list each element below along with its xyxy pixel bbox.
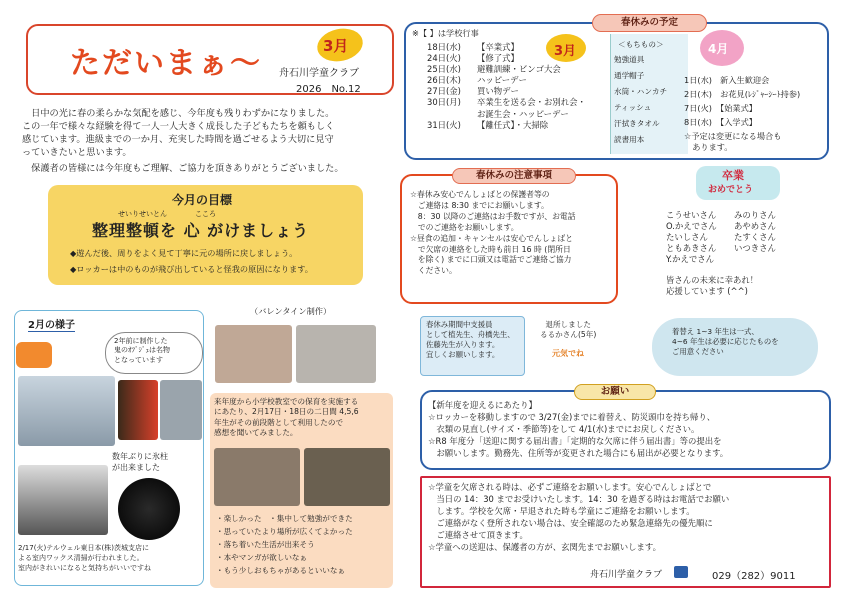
event-row: 31日(火) 【離任式】・大掃除 xyxy=(427,119,549,130)
item: 勉強道具 xyxy=(614,55,645,64)
goal-ruby: せいりせいとん こころ xyxy=(118,210,216,218)
comment-item: ・もう少しおもちゃがあるといいなぁ xyxy=(216,566,346,575)
icicle-caption: 数年ぶりに氷柱 が出来ました xyxy=(112,452,168,472)
icicle-photo xyxy=(118,478,180,540)
comment-item: ・楽しかった ・集中して勉強ができた xyxy=(216,514,353,523)
event-row: 27日(金) 買い物デー xyxy=(427,86,519,97)
april-row: 1日(水) 新入生歓迎会 xyxy=(684,75,770,85)
club-name: 舟石川学童クラブ xyxy=(279,68,359,79)
name-row: こうせいさん みのりさん xyxy=(666,210,776,220)
retire-tag: 元気でね xyxy=(552,349,584,358)
name-row: ともあきさん いつきさん xyxy=(666,242,776,253)
notice-text: ☆春休み安心でんしょばとの保護者等の ご連絡は 8:30 までにお願いします。 8：30 以降のご連絡はお手数ですが、お電話 でのご連絡をお願いします。 ☆昼食の追加・キャンセルは安心でんしょばと で欠席の連絡をした時も前日 16 時 (閉所日 を除く) までに口頭又は電話でご連絡ご協力 ください。 xyxy=(410,190,576,276)
april-badge: 4月 xyxy=(708,42,729,56)
name-row: Y.かえでさん xyxy=(666,253,714,264)
goal-heading: 今月の目標 xyxy=(172,193,233,207)
intro-paragraph: 日中の光に春の柔らかな気配を感じ、今年度も残りわずかになりました。 この一年で様々な経験を得て一人一人大きく成長した子どもたちを頼もしく 感じています。進級までの一か月、充実した時間を過ごせるよう大切に見守 っていきたいと思います。 xyxy=(22,108,335,158)
event-row: 26日(木) ハッピーデー xyxy=(427,75,527,86)
spring-heading: 春休みの予定 xyxy=(592,14,707,32)
event-row: 18日(水) 【卒業式】 xyxy=(427,42,519,52)
item: 読書用本 xyxy=(614,135,645,144)
snow-photo xyxy=(18,376,115,446)
intro-thanks: 保護者の皆様には今年度もご理解、ご協力を頂きありがとうございました。 xyxy=(22,163,344,174)
issue-number: 2026 No.12 xyxy=(296,84,361,95)
april-row: 7日(火) 【始業式】 xyxy=(684,103,757,113)
valentine-photo xyxy=(296,325,376,383)
yard-photo xyxy=(160,380,202,440)
goal-item: ◆遊んだ後、周りをよく見て丁寧に元の場所に戻しましょう。 xyxy=(70,248,298,258)
graduation-banner2: おめでとう xyxy=(708,185,754,195)
event-row: 24日(火) 【修了式】 xyxy=(427,53,519,64)
events-legend: ※【 】は学校行事 xyxy=(412,28,479,38)
phone-icon xyxy=(674,566,688,578)
item: 汗拭きタオル xyxy=(614,119,660,128)
intern-text: 来年度から小学校教室での保育を実施する にあたり、2月17日・18日の二日間 4,5,6 年生がその前段階として利用したので 感想を聞いてみました。 xyxy=(214,397,359,437)
wax-note: 2/17(火)テルウェル東日本(株)茨城支店に よる室内ワックス清掃が行われました。 室内がきれいになると気持ちがいいですね xyxy=(18,544,151,572)
april-note: ☆予定は変更になる場合も あります。 xyxy=(684,131,782,153)
classroom-photo xyxy=(304,448,390,506)
name-row: たいしさん たすくさん xyxy=(666,231,776,242)
april-row: 8日(水) 【入学式】 xyxy=(684,117,757,127)
comment-item: ・落ち着いた生活が出来そう xyxy=(216,540,315,549)
comment-item: ・本やマンガが欲しいなぁ xyxy=(216,553,308,562)
request-text: 【新年度を迎えるにあたり】 ☆ロッカーを移動しますので 3/27(金)までに着替え、防災頭巾を持ち帰り、 衣類の見直し(サイズ・季節等)をして 4/1(水)までにお戻しください。 ☆R8 年度分「送迎に関する届出書」「定期的な欠席に伴う届出書」等の提出を お願いします。勤務先、住所等が変更された場合にも届出が必要となります。 xyxy=(428,400,729,458)
contact-text: ☆学童を欠席される時は、必ずご連絡をお願いします。安心でんしょばとで 当日の 14：30 までお受けいたします。14：30 を過ぎる時はお電話でお願い します。学校を欠席・早退された時も学童にご連絡をお願いします。 ご連絡がなく登所されない場合は、安全確認のため緊急連絡先の優先順に ご連絡させて頂きます。 ☆学童への送迎は、保護者の方が、玄関先までお願いします。 xyxy=(428,482,730,552)
item: ティッシュ xyxy=(614,103,652,112)
march-badge: 3月 xyxy=(554,44,577,59)
clothes-note: 着替え 1~3 年生は一式、 4~6 年生は必要に応じたものを ご用意ください xyxy=(672,327,779,356)
valentine-caption: （バレンタイン制作） xyxy=(250,306,332,316)
staff-help: 春休み期間中支援員 として植先生、舟橋先生、 佐藤先生が入ります。 宜しくお願いします。 xyxy=(426,320,515,359)
item: 水筒・ハンカチ xyxy=(614,87,668,96)
name-row: O.かえでさん あやめさん xyxy=(666,220,776,231)
items-title: ＜もちもの＞ xyxy=(618,40,664,49)
classroom-photo xyxy=(214,448,300,506)
footer-club: 舟石川学童クラブ xyxy=(590,570,663,580)
phone-number: 029（282）9011 xyxy=(712,571,796,582)
graduation-banner1: 卒業 xyxy=(722,169,744,182)
oni-photo xyxy=(118,380,158,440)
notice-heading: 春休みの注意事項 xyxy=(452,168,576,184)
retire-note: 退所しました るるかさん(5年) xyxy=(540,320,597,340)
graduation-names xyxy=(666,210,776,265)
comment-item: ・思っていたより場所が広くてよかった xyxy=(216,527,353,536)
feb-heading: 2月の様子 xyxy=(28,316,75,332)
goal-main: 整理整頓を 心 がけましょう xyxy=(92,221,310,240)
event-row: 25日(水) 避難訓練・ビンゴ大会 xyxy=(427,64,561,75)
page-title: ただいまぁ〜 xyxy=(70,46,262,81)
month-badge: 3月 xyxy=(323,37,349,55)
request-heading: お願い xyxy=(574,384,656,400)
speech-bubble: 2年前に制作した 鬼のｵﾌﾞｼﾞｪは名物 となっています xyxy=(105,332,203,374)
april-row: 2日(木) お花見(ﾚｼﾞｬｰｼｰﾄ持参) xyxy=(684,89,801,99)
event-row: 30日(月) 卒業生を送る会・お別れ会・ お誕生会・ハッピーデー xyxy=(427,97,586,119)
item: 通学帽子 xyxy=(614,71,645,80)
building-photo xyxy=(18,465,108,535)
graduation-msg: 皆さんの未来に幸あれ！ 応援しています (^^) xyxy=(666,275,759,297)
goal-item: ◆ロッカーは中のものが飛び出していると怪我の原因になります。 xyxy=(70,264,313,274)
setsubun-icon xyxy=(16,342,52,368)
valentine-photo xyxy=(215,325,292,383)
